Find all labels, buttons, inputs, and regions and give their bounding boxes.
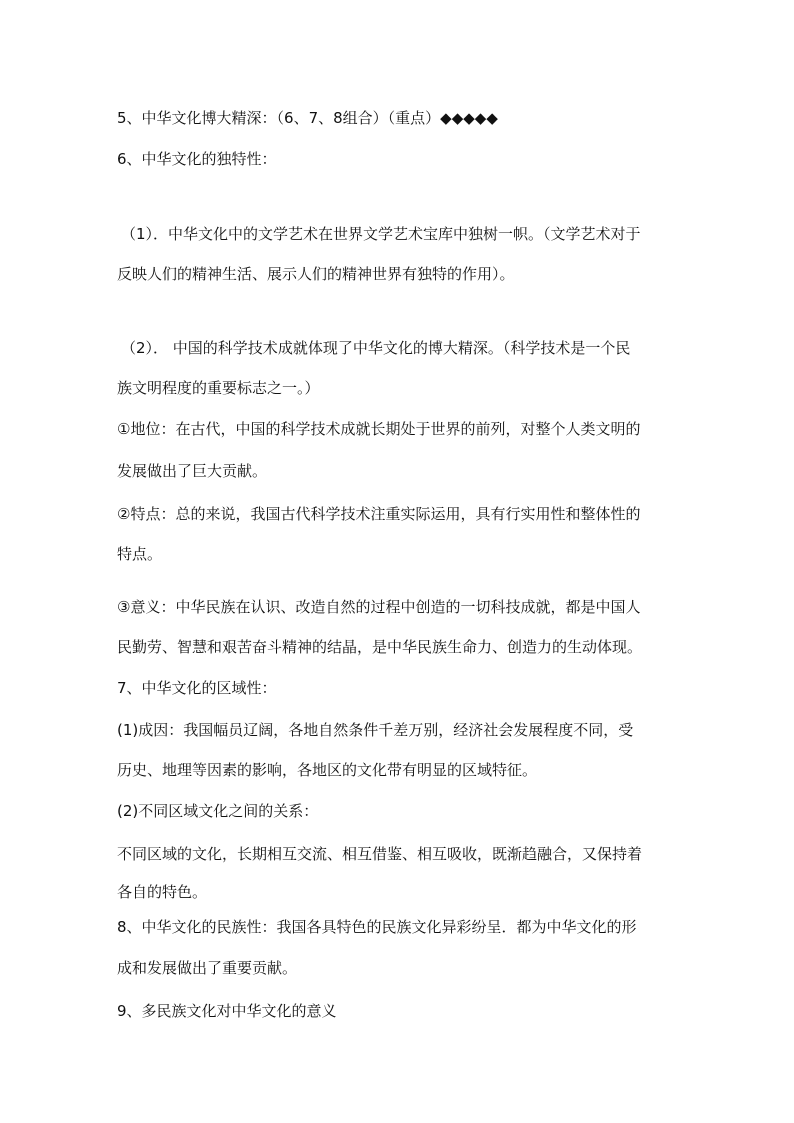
heading-item-9: 9、多民族文化对中华文化的意义	[117, 1002, 337, 1020]
point-status-cont: 发展做出了巨大贡献。	[117, 462, 268, 480]
paragraph-science-tech-cont: 族文明程度的重要标志之一。）	[117, 379, 320, 397]
subpoint-cause-cont: 历史、地理等因素的影响，各地区的文化带有明显的区域特征。	[117, 761, 538, 779]
subpoint-cause: (1)成因：我国幅员辽阔，各地自然条件千差万别，经济社会发展程度不同，受	[117, 721, 634, 739]
heading-item-8-cont: 成和发展做出了重要贡献。	[117, 959, 298, 977]
heading-item-5: 5、中华文化博大精深：（6、7、8组合）（重点）◆◆◆◆◆	[117, 109, 498, 127]
paragraph-literature-art: （1）．中华文化中的文学艺术在世界文学艺术宝库中独树一帜。（文学艺术对于	[121, 225, 641, 243]
point-significance: ③意义：中华民族在认识、改造自然的过程中创造的一切科技成就，都是中国人	[117, 598, 641, 616]
heading-item-7: 7、中华文化的区域性：	[117, 679, 277, 697]
heading-item-8: 8、中华文化的民族性：我国各具特色的民族文化异彩纷呈．都为中华文化的形	[117, 918, 637, 936]
paragraph-regional-culture-cont: 各自的特色。	[117, 883, 208, 901]
point-significance-cont: 民勤劳、智慧和艰苦奋斗精神的结晶，是中华民族生命力、创造力的生动体现。	[117, 638, 643, 656]
point-features: ②特点：总的来说，我国古代科学技术注重实际运用，具有行实用性和整体性的	[117, 505, 641, 523]
point-status: ①地位：在古代，中国的科学技术成就长期处于世界的前列，对整个人类文明的	[117, 420, 641, 438]
paragraph-science-tech: （2）． 中国的科学技术成就体现了中华文化的博大精深。（科学技术是一个民	[121, 339, 631, 357]
paragraph-regional-culture: 不同区域的文化，长期相互交流、相互借鉴、相互吸收，既渐趋融合，又保持着	[117, 845, 643, 863]
heading-item-6: 6、中华文化的独特性：	[117, 150, 277, 168]
paragraph-literature-art-cont: 反映人们的精神生活、展示人们的精神世界有独特的作用）。	[117, 265, 515, 283]
point-features-cont: 特点。	[117, 545, 163, 563]
subpoint-relationship: (2)不同区域文化之间的关系：	[117, 802, 319, 820]
